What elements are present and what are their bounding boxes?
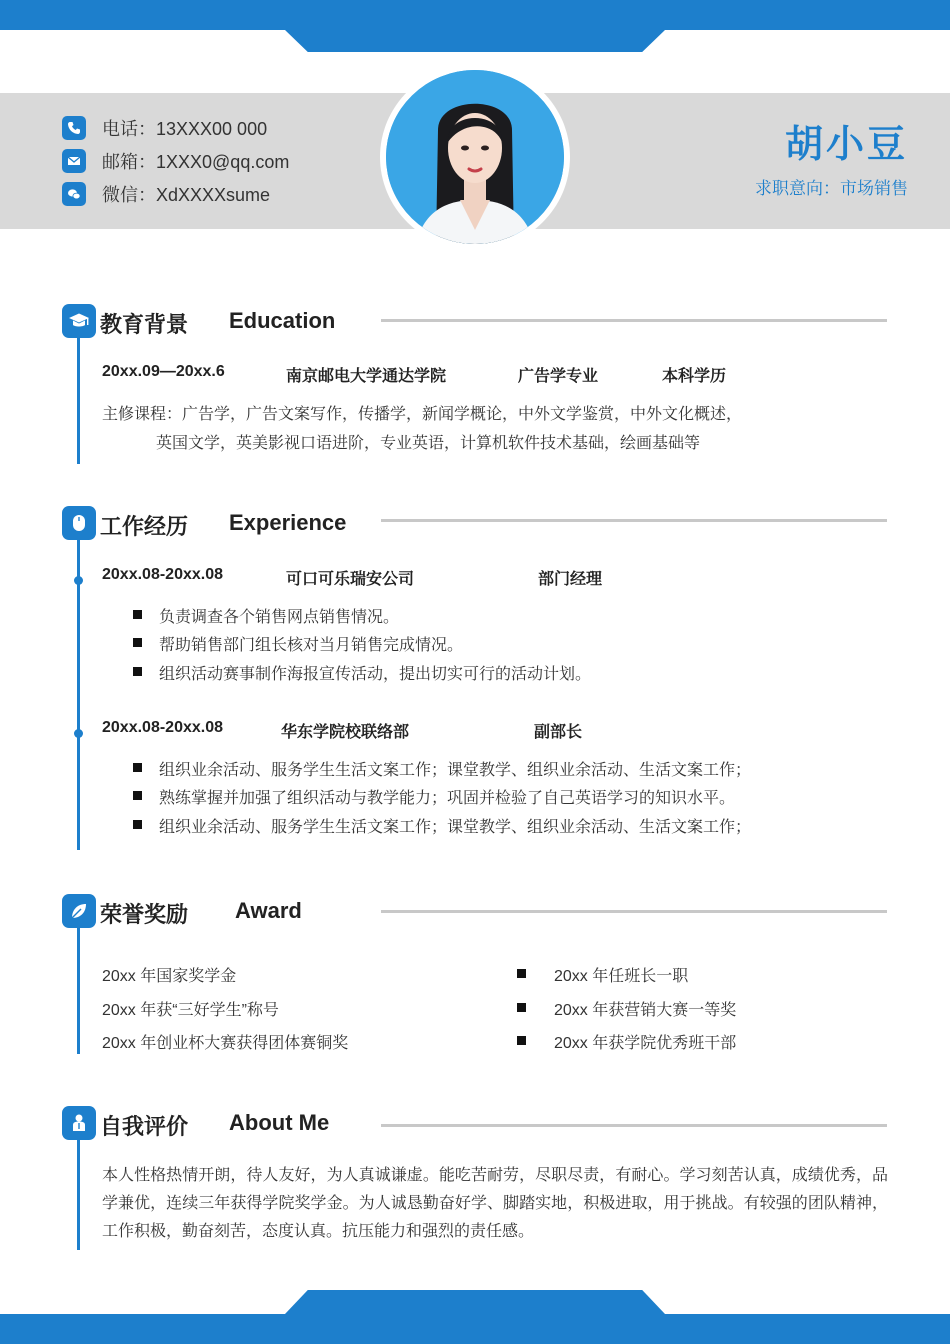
top-banner-tab — [285, 30, 665, 52]
bullet — [133, 791, 142, 800]
award-item: 20xx 年获学院优秀班干部 — [554, 1035, 737, 1052]
education-rule — [381, 319, 887, 322]
job-company: 华东学院校联络部 — [281, 724, 410, 741]
job-duty: 负责调查各个销售网点销售情况。 — [159, 609, 400, 626]
wechat-icon — [62, 182, 86, 206]
award-item: 20xx 年创业杯大赛获得团体赛铜奖 — [102, 1035, 349, 1052]
education-title: 教育背景 — [100, 312, 189, 337]
bullet — [133, 763, 142, 772]
bullet — [517, 1036, 526, 1045]
award-item: 20xx 年任班长一职 — [554, 968, 689, 985]
about-title-en: About Me — [229, 1110, 330, 1135]
experience-timeline — [77, 540, 80, 850]
experience-rule — [381, 519, 887, 522]
about-timeline — [77, 1140, 80, 1250]
contact-wechat — [62, 181, 270, 207]
award-item: 20xx 年获营销大赛一等奖 — [554, 1002, 737, 1019]
award-title-en: Award — [235, 898, 302, 923]
award-rule — [381, 910, 887, 913]
education-title-en: Education — [229, 308, 336, 333]
job-role: 部门经理 — [538, 571, 603, 588]
timeline-dot — [74, 576, 83, 585]
job-duty: 组织业余活动、服务学生生活文案工作；课堂教学、组织业余活动、生活文案工作； — [159, 762, 752, 779]
education-courses-line2: 英国文学，英美影视口语进阶，专业英语，计算机软件技术基础，绘画基础等 — [156, 435, 701, 452]
bullet — [133, 638, 142, 647]
award-timeline — [77, 928, 80, 1054]
experience-title-en: Experience — [229, 510, 347, 535]
candidate-name: 胡小豆 — [784, 124, 908, 166]
job-duty: 组织业余活动、服务学生生活文案工作；课堂教学、组织业余活动、生活文案工作； — [159, 819, 752, 836]
graduation-cap-icon — [62, 304, 96, 338]
contact-email-text: 邮箱：1XXX0@qq.com — [102, 152, 290, 172]
avatar — [386, 70, 564, 244]
phone-icon — [62, 116, 86, 140]
person-icon — [62, 1106, 96, 1140]
bullet — [133, 667, 142, 676]
bullet — [517, 969, 526, 978]
job-intention: 求职意向：市场销售 — [755, 179, 908, 198]
leaf-icon — [62, 894, 96, 928]
award-item: 20xx 年获“三好学生”称号 — [102, 1002, 279, 1019]
education-degree: 本科学历 — [662, 368, 727, 385]
job-duty: 组织活动赛事制作海报宣传活动，提出切实可行的活动计划。 — [159, 666, 592, 683]
education-major: 广告学专业 — [518, 368, 599, 385]
award-title: 荣誉奖励 — [100, 902, 189, 927]
education-courses-line1: 主修课程：广告学，广告文案写作，传播学，新闻学概论，中外文学鉴赏，中外文化概述， — [102, 406, 743, 423]
job-company: 可口可乐瑞安公司 — [286, 571, 415, 588]
timeline-dot — [74, 729, 83, 738]
job-duty: 帮助销售部门组长核对当月销售完成情况。 — [159, 637, 464, 654]
contact-wechat-text: 微信：XdXXXXsume — [102, 185, 271, 205]
bullet — [133, 610, 142, 619]
contact-email — [62, 148, 289, 174]
job-period: 20xx.08-20xx.08 — [102, 719, 223, 736]
bullet — [133, 820, 142, 829]
job-period: 20xx.08-20xx.08 — [102, 566, 223, 583]
mail-icon — [62, 149, 86, 173]
contact-phone-text: 电话：13XXX00 000 — [102, 119, 268, 139]
award-item: 20xx 年国家奖学金 — [102, 968, 237, 985]
bottom-banner — [0, 1314, 950, 1344]
bullet — [517, 1003, 526, 1012]
about-text: 本人性格热情开朗，待人友好，为人真诚谦虚。能吃苦耐劳，尽职尽责，有耐心。学习刻苦认真，成绩优秀，品学兼优，连续三年获得学院奖学金。为人诚恳勤奋好学、脚踏实地，积极进取，用于挑战。有较强的团队精神，工作积极，勤奋刻苦，态度认真。抗压能力和强烈的责任感。 — [102, 1167, 888, 1240]
education-school: 南京邮电大学通达学院 — [286, 368, 447, 385]
experience-title: 工作经历 — [100, 514, 189, 539]
education-timeline — [77, 338, 80, 464]
job-role: 副部长 — [534, 724, 583, 741]
job-duty: 熟练掌握并加强了组织活动与教学能力；巩固并检验了自己英语学习的知识水平。 — [159, 790, 736, 807]
mouse-icon — [62, 506, 96, 540]
bottom-banner-tab — [285, 1290, 665, 1314]
top-banner — [0, 0, 950, 30]
about-rule — [381, 1124, 887, 1127]
education-period: 20xx.09—20xx.6 — [102, 363, 225, 380]
contact-phone — [62, 115, 267, 141]
about-title: 自我评价 — [100, 1114, 189, 1139]
